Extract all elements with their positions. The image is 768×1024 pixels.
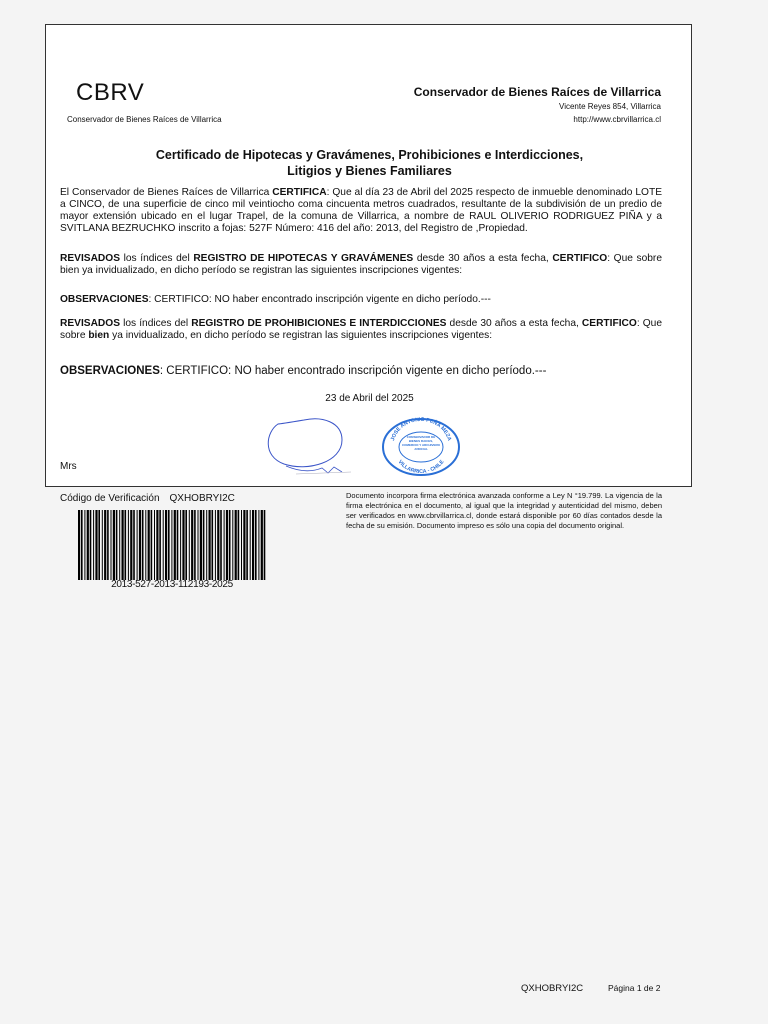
barcode-bar (252, 510, 254, 580)
barcode-bar (104, 510, 106, 580)
barcode-bar (264, 510, 266, 580)
barcode-bar (122, 510, 124, 580)
text-bold: CERTIFICO (581, 318, 637, 329)
barcode-bar (84, 510, 85, 580)
barcode-bar (212, 510, 214, 580)
barcode-bar (177, 510, 179, 580)
barcode-bar (258, 510, 259, 580)
footer-code: QXHOBRYI2C (521, 983, 584, 994)
seal-top-text: JOSE ANTONIO PEÑA MEZA (389, 417, 453, 442)
barcode-bar (93, 510, 94, 580)
barcode-bar (232, 510, 233, 580)
barcode-bar (224, 510, 225, 580)
barcode-bar (206, 510, 207, 580)
barcode-bar (113, 510, 115, 580)
text: ya invidualizado, en dicho período se registran las siguientes inscripciones vigentes: (109, 330, 493, 341)
paragraph-hipotecas (60, 253, 662, 277)
barcode-text: 2013-527-2013-112193-2025 (111, 579, 233, 590)
barcode-bar (243, 510, 245, 580)
barcode-bar (229, 510, 231, 580)
barcode-bar (182, 510, 184, 580)
barcode-bar (165, 510, 167, 580)
text: : Que sobre bien ya invidualizado, en dicho período se registran las siguientes inscripciones vigentes: (60, 253, 662, 276)
obs-text: : CERTIFICO: NO haber encontrado inscripción vigente en dicho período.--- (159, 365, 547, 377)
barcode-bar (189, 510, 190, 580)
document-title (66, 147, 673, 179)
text-bold: bien (88, 330, 110, 341)
barcode-bar (128, 510, 129, 580)
obs-text: : CERTIFICO: NO haber encontrado inscripción vigente en dicho período.--- (148, 294, 491, 305)
text: El Conservador de Bienes Raíces de Villarrica (60, 187, 273, 198)
barcode-bar (226, 510, 228, 580)
barcode-bar (78, 510, 80, 580)
barcode-bar (180, 510, 181, 580)
barcode-bar (250, 510, 251, 580)
verification-code-row (60, 493, 235, 504)
observations-2 (60, 365, 662, 377)
barcode-bar (191, 510, 193, 580)
office-url: http://www.cbrvillarrica.cl (573, 115, 661, 124)
paragraph-prohibiciones (60, 318, 662, 342)
barcode-bar (217, 510, 219, 580)
barcode-bar (133, 510, 135, 580)
seal-bottom-text: VILLARRICA - CHILE (396, 459, 446, 476)
barcode-bar (194, 510, 196, 580)
barcode-bar (102, 510, 103, 580)
barcode-bar (111, 510, 112, 580)
electronic-signature-notice: Documento incorpora firma electrónica avanzada conforme a Ley N °19.799. La vigencia de la firma electrónica en el documento, al igual que la integridad y autenticidad del mismo, deben ser verificados en www.cbrvillarrica.cl, donde estará disponible por 60 días contados desde la fecha de su emisión. Documento impreso es sólo una copia del documento original. (346, 491, 662, 530)
text-bold: REVISADOS (60, 318, 121, 329)
barcode-bar (151, 510, 153, 580)
obs-label: OBSERVACIONES (60, 365, 160, 377)
barcode-bar (209, 510, 211, 580)
text: desde 30 años a esta fecha, (413, 253, 553, 264)
barcode-bar (139, 510, 141, 580)
barcode-bar (198, 510, 199, 580)
barcode-bar (90, 510, 92, 580)
logo-subtitle: Conservador de Bienes Raíces de Villarrica (67, 115, 222, 124)
verification-label: Código de Verificación (60, 493, 160, 504)
barcode-bar (163, 510, 164, 580)
barcode-bar (220, 510, 222, 580)
text-bold: REGISTRO DE PROHIBICIONES E INTERDICCIONES (191, 318, 447, 329)
barcode-bar (168, 510, 170, 580)
text-bold: REVISADOS (60, 253, 121, 264)
barcode-bar (171, 510, 172, 580)
office-address: Vicente Reyes 854, Villarrica (559, 102, 661, 111)
barcode-bar (185, 510, 187, 580)
barcode-bar (238, 510, 240, 580)
barcode-bar (137, 510, 138, 580)
barcode-bar (215, 510, 216, 580)
barcode-bar (95, 510, 97, 580)
observations-1 (60, 294, 662, 305)
text: los índices del (120, 253, 194, 264)
barcode-bar (156, 510, 158, 580)
text-bold: REGISTRO DE HIPOTECAS Y GRAVÁMENES (193, 253, 414, 264)
barcode-bar (81, 510, 83, 580)
logo: CBRV (76, 79, 145, 106)
barcode-bar (130, 510, 132, 580)
barcode-bar (148, 510, 150, 580)
verification-code: QXHOBRYI2C (169, 493, 235, 504)
barcode-bar (98, 510, 100, 580)
barcode-bar (261, 510, 263, 580)
title-line-1: Certificado de Hipotecas y Gravámenes, Prohibiciones e Interdicciones, (155, 148, 584, 162)
text-bold: CERTIFICA (272, 187, 327, 198)
text: los índices del (120, 318, 192, 329)
barcode-bar (241, 510, 242, 580)
barcode-bar (255, 510, 257, 580)
page-number: Página 1 de 2 (608, 983, 661, 993)
text: desde 30 años a esta fecha, (446, 318, 582, 329)
text: : Que sobre (60, 318, 663, 341)
barcode-bar (142, 510, 144, 580)
title-line-2: Litigios y Bienes Familiares (287, 164, 452, 178)
paragraph-certifica (60, 187, 662, 235)
barcode-bar (200, 510, 202, 580)
seal-inner-text: CONSERVADOR DE BIENES RAICES, COMERCIO Y ARCHIVERO JUDICIAL (402, 435, 440, 451)
barcode-bar (159, 510, 161, 580)
barcode-bar (203, 510, 205, 580)
official-seal (381, 417, 461, 477)
issue-date: 23 de Abril del 2025 (325, 393, 414, 404)
barcode-bar (246, 510, 248, 580)
barcode-bar (125, 510, 127, 580)
barcode-bar (87, 510, 89, 580)
mrs-label: Mrs (60, 461, 77, 472)
office-name: Conservador de Bienes Raíces de Villarrica (413, 85, 661, 99)
barcode-bar (154, 510, 155, 580)
obs-label: OBSERVACIONES (60, 294, 149, 305)
certificate-page (45, 24, 692, 487)
barcode-bar (145, 510, 146, 580)
text-bold: CERTIFICO (552, 253, 608, 264)
barcode-bar (119, 510, 120, 580)
barcode-bar (235, 510, 237, 580)
barcode-bar (107, 510, 109, 580)
barcode-image (78, 510, 266, 580)
signature-image (256, 410, 356, 480)
barcode-bar (174, 510, 176, 580)
barcode-bar (116, 510, 118, 580)
text: : Que al día 23 de Abril del 2025 respecto de inmueble denominado LOTE a CINCO, de una superficie de cinco mil veintiocho coma cincuenta metros cuadrados, resultante de la subdivisión de un predio de mayor extensión ubicado en el lugar Trapel, de la comuna de Villarrica, a nombre de RAUL OLIVERIO RODRIGUEZ PIÑA y a SVITLANA BEZRUCHKO inscrito a fojas: 527F Número: 416 del año: 2013, del Registro de ,Propiedad. (60, 187, 662, 234)
